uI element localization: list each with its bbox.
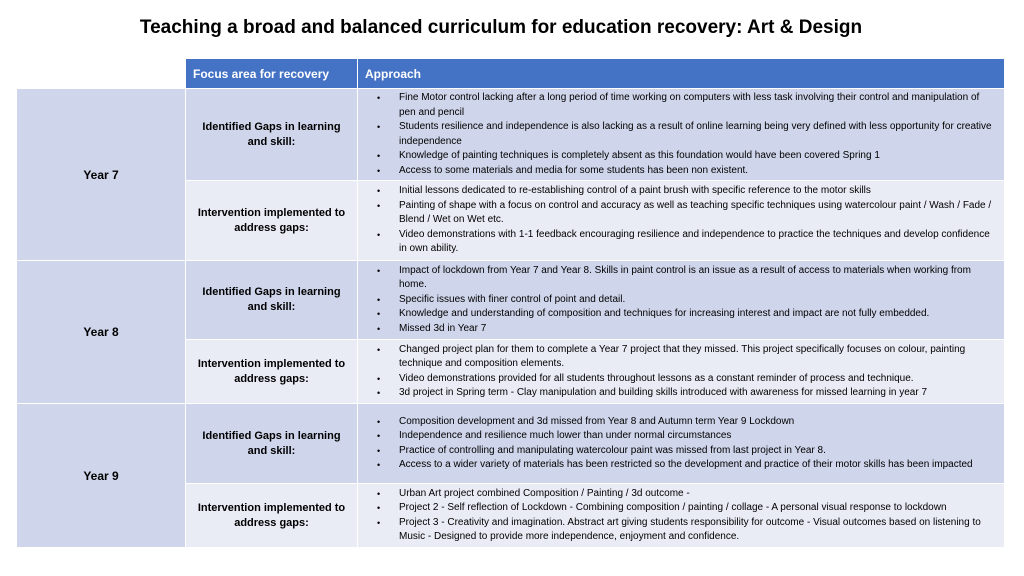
list-item: • Access to a wider variety of materials has been restricted so the development and practice of their motor skills has been impacted bbox=[358, 458, 998, 473]
category-label: Intervention implemented to address gaps: bbox=[186, 181, 358, 261]
list-item: • Fine Motor control lacking after a long period of time working on computers with less task involving their control and manipulation of pen and pencil bbox=[358, 91, 998, 120]
list-item: • Knowledge and understanding of composition and techniques for increasing interest and impact are not fully embedded. bbox=[358, 307, 998, 322]
list-item: • Painting of shape with a focus on control and accuracy as well as teaching specific techniques using watercolour paint / Wash / Fade / Blend / Wet on Wet etc. bbox=[358, 199, 998, 228]
bullet-list bbox=[358, 184, 1004, 257]
header-focus-area: Focus area for recovery bbox=[186, 59, 358, 89]
category-label: Identified Gaps in learning and skill: bbox=[186, 261, 358, 340]
page-title: Teaching a broad and balanced curriculum for education recovery: Art & Design bbox=[139, 17, 863, 38]
list-item: • Project 3 - Creativity and imagination. Abstract art giving students responsibility for outcome - Visual outcomes based on listening to Music - Designed to provide more independence, enjoyment and confidence. bbox=[358, 516, 998, 545]
header-row bbox=[17, 59, 1005, 89]
list-item: • Students resilience and independence is also lacking as a result of online learning being very defined with less opportunity for creative independence bbox=[358, 120, 998, 149]
list-item: • Specific issues with finer control of point and detail. bbox=[358, 293, 998, 308]
approach-cell bbox=[358, 484, 1005, 548]
bullet-list bbox=[358, 91, 1004, 178]
bullet-list bbox=[358, 487, 1004, 545]
category-label: Intervention implemented to address gaps: bbox=[186, 484, 358, 548]
list-item: • Video demonstrations provided for all students throughout lessons as a constant reminder of process and technique. bbox=[358, 372, 998, 387]
category-label: Identified Gaps in learning and skill: bbox=[186, 89, 358, 181]
approach-cell bbox=[358, 261, 1005, 340]
approach-cell bbox=[358, 404, 1005, 484]
list-item: • Independence and resilience much lower than under normal circumstances bbox=[358, 429, 998, 444]
list-item: • Composition development and 3d missed from Year 8 and Autumn term Year 9 Lockdown bbox=[358, 415, 998, 430]
header-blank-cell bbox=[17, 59, 186, 89]
year-label: Year 8 bbox=[17, 261, 186, 404]
table-row bbox=[17, 89, 1005, 181]
curriculum-table bbox=[16, 58, 1005, 548]
list-item: • Video demonstrations with 1-1 feedback encouraging resilience and independence to practice the techniques and develop confidence in own ability. bbox=[358, 228, 998, 257]
bullet-list bbox=[358, 343, 1004, 401]
year-label: Year 7 bbox=[17, 89, 186, 261]
year-label: Year 9 bbox=[17, 404, 186, 548]
approach-cell bbox=[358, 340, 1005, 404]
table-row bbox=[17, 404, 1005, 484]
table-row bbox=[17, 261, 1005, 340]
bullet-list bbox=[358, 264, 1004, 337]
header-approach: Approach bbox=[358, 59, 1005, 89]
list-item: • 3d project in Spring term - Clay manipulation and building skills introduced with awareness for missed learning in year 7 bbox=[358, 386, 998, 401]
category-label: Identified Gaps in learning and skill: bbox=[186, 404, 358, 484]
list-item: • Project 2 - Self reflection of Lockdown - Combining composition / painting / collage - A personal visual response to lockdown bbox=[358, 501, 998, 516]
category-label: Intervention implemented to address gaps: bbox=[186, 340, 358, 404]
list-item: • Knowledge of painting techniques is completely absent as this foundation would have been covered Spring 1 bbox=[358, 149, 998, 164]
list-item: • Urban Art project combined Composition / Painting / 3d outcome - bbox=[358, 487, 998, 502]
approach-cell bbox=[358, 89, 1005, 181]
list-item: • Missed 3d in Year 7 bbox=[358, 322, 998, 337]
list-item: • Impact of lockdown from Year 7 and Year 8. Skills in paint control is an issue as a result of access to materials when working from home. bbox=[358, 264, 998, 293]
list-item: • Changed project plan for them to complete a Year 7 project that they missed. This project specifically focuses on colour, painting technique and composition elements. bbox=[358, 343, 998, 372]
list-item: • Initial lessons dedicated to re-establishing control of a paint brush with specific reference to the motor skills bbox=[358, 184, 998, 199]
list-item: • Practice of controlling and manipulating watercolour paint was missed from last project in Year 8. bbox=[358, 444, 998, 459]
bullet-list bbox=[358, 415, 1004, 473]
approach-cell bbox=[358, 181, 1005, 261]
list-item: • Access to some materials and media for some students has been non existent. bbox=[358, 164, 998, 179]
